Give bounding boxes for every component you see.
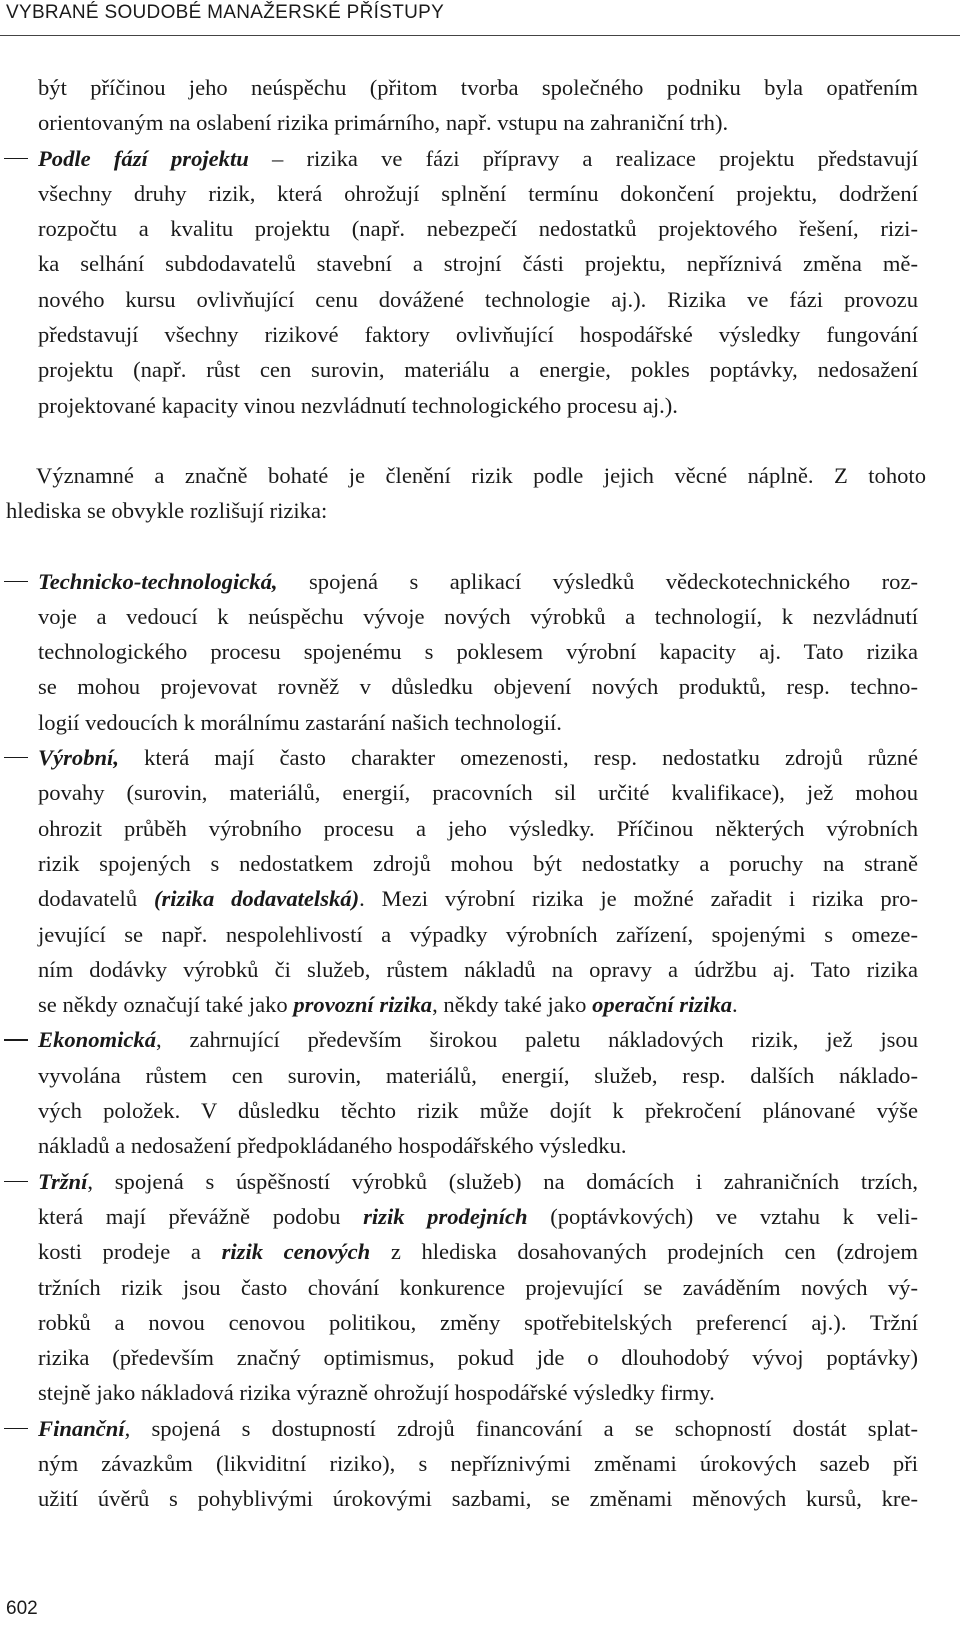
- text-line: ohrozit průběh výrobního procesu a jeho výsledky. Příčinou některých výrobních: [38, 815, 918, 841]
- supplier-risk-term: (rizika dodavatelská): [153, 886, 360, 912]
- price-risk-term: rizik cenových: [221, 1239, 371, 1265]
- text-line: jevující se např. nespolehlivostí a výpadky výrobních zařízení, spojenými s omeze-: [38, 921, 918, 947]
- text-line: logií vedoucích k morálnímu zastarání našich technologií.: [38, 709, 562, 735]
- text-line: Tržní, spojená s úspěšností výrobků (služeb) na domácích i zahraničních trzích,: [38, 1168, 918, 1194]
- text-line: představují všechny rizikové faktory ovlivňující hospodářské výsledky fungování: [38, 322, 918, 348]
- text-line: nákladů a nedosažení předpokládaného hospodářského výsledku.: [38, 1133, 627, 1159]
- body-text: [0, 70, 960, 1517]
- text-line: se mohou projevovat rovněž v důsledku objevení nových produktů, resp. techno-: [38, 674, 918, 700]
- text-line: Finanční, spojená s dostupností zdrojů financování a se schopností dostát splat-: [38, 1415, 918, 1441]
- text-line: nového kursu ovlivňující cenu dovážené technologie aj.). Rizika ve fázi provozu: [38, 286, 918, 312]
- list-item-technological: [0, 564, 918, 740]
- list-dash: [4, 564, 28, 599]
- text-line: rizika (především značný optimismus, pokud jde o dlouhodobý vývoj poptávky): [38, 1345, 918, 1371]
- text-line: vých položek. V důsledku těchto rizik může dojít k překročení plánované výše: [38, 1098, 918, 1124]
- item-term: Tržní: [38, 1168, 88, 1194]
- header-rule: [0, 35, 960, 36]
- list-item-production: [0, 740, 918, 1022]
- text-line: Významné a značně bohaté je členění rizik podle jejich věcné náplně. Z tohoto: [36, 462, 926, 488]
- text-line: rizik spojených s nedostatkem zdrojů mohou být nedostatky a poruchy na straně: [38, 850, 918, 876]
- intro-continuation: [0, 70, 918, 141]
- text-line: projektu (např. růst cen surovin, materiálu a energie, pokles poptávky, nedosažení: [38, 357, 918, 383]
- text-line: kosti prodeje a rizik cenových z hlediska dosahovaných prodejních cen (zdrojem: [38, 1239, 918, 1265]
- text-line: voje a vedoucí k neúspěchu vývoje nových výrobků a technologií, k nezvládnutí: [38, 603, 918, 629]
- text-line: Podle fází projektu – rizika ve fázi přípravy a realizace projektu představují: [38, 145, 918, 171]
- running-header: VYBRANÉ SOUDOBÉ MANAŽERSKÉ PŘÍSTUPY: [6, 2, 445, 23]
- text-line: stejně jako nákladová rizika výrazně ohrožují hospodářské výsledky firmy.: [38, 1380, 715, 1406]
- text-line: projektované kapacity vinou nezvládnutí technologického procesu aj.).: [38, 392, 678, 418]
- text-line: hlediska se obvykle rozlišují rizika:: [6, 498, 328, 524]
- item-term: Výrobní,: [38, 745, 119, 771]
- list-item-market: [0, 1164, 918, 1411]
- paragraph: [0, 458, 926, 529]
- text-line: se někdy označují také jako provozní rizika, někdy také jako operační rizika.: [38, 992, 738, 1018]
- list-item-financial: [0, 1411, 918, 1517]
- text-line: tržních rizik jsou často chování konkurence projevující se zaváděním nových vý-: [38, 1274, 918, 1300]
- item-term: Podle fází projektu: [38, 145, 249, 171]
- item-term: Technicko-technologická,: [38, 568, 278, 594]
- text-line: která mají převážně podobu rizik prodejních (poptávkových) ve vztahu k veli-: [38, 1203, 918, 1229]
- list-item-economic: [0, 1022, 918, 1163]
- text-line: vyvolána růstem cen surovin, materiálů, energií, služeb, resp. dalších náklado-: [38, 1062, 918, 1088]
- list-dash: [4, 740, 28, 775]
- list-dash: [4, 1164, 28, 1199]
- item-term: Ekonomická: [38, 1027, 156, 1053]
- text-line: Výrobní, která mají často charakter omezenosti, resp. nedostatku zdrojů různé: [38, 745, 918, 771]
- list-dash: [4, 1022, 28, 1057]
- text-line: být příčinou jeho neúspěchu (přitom tvorba společného podniku byla opatřením: [38, 75, 918, 100]
- operating-risk-term: provozní rizika: [293, 992, 433, 1018]
- text-line: ným závazkům (likviditní riziko), s nepříznivými změnami úrokových sazeb při: [38, 1450, 918, 1476]
- text-line: všechny druhy rizik, která ohrožují splnění termínu dokončení projektu, dodržení: [38, 180, 918, 206]
- text-line: povahy (surovin, materiálů, energií, pracovních sil určité kvalifikace), jež mohou: [38, 780, 918, 806]
- list-dash: [4, 141, 28, 176]
- sales-risk-term: rizik prodejních: [363, 1203, 528, 1229]
- text-line: Technicko-technologická, spojená s aplikací výsledků vědeckotechnického roz-: [38, 568, 918, 594]
- text-line: užití úvěrů s pohyblivými úrokovými sazbami, se změnami měnových kursů, kre-: [38, 1486, 918, 1512]
- page-number: 602: [6, 1598, 38, 1619]
- text-line: ním dodávky výrobků či služeb, růstem nákladů na opravy a údržbu aj. Tato rizika: [38, 956, 918, 982]
- text-line: technologického procesu spojenému s poklesem výrobní kapacity aj. Tato rizika: [38, 639, 918, 665]
- text-line: robků a novou cenovou politikou, změny spotřebitelských preferencí aj.). Tržní: [38, 1309, 918, 1335]
- text-line: ka selhání subdodavatelů stavební a strojní části projektu, nepříznivá změna mě-: [38, 251, 918, 277]
- list-dash: [4, 1411, 28, 1446]
- list-item-phase: [0, 141, 918, 423]
- operational-risk-term: operační rizika: [592, 992, 733, 1018]
- text-line: dodavatelů (rizika dodavatelská). Mezi výrobní rizika je možné zařadit i rizika pro-: [38, 886, 918, 912]
- text-line: orientovaným na oslabení rizika primárního, např. vstupu na zahraniční trh).: [38, 110, 729, 136]
- text-line: rozpočtu a kvalitu projektu (např. nebezpečí nedostatků projektového řešení, rizi-: [38, 216, 918, 242]
- text-line: Ekonomická, zahrnující především širokou paletu nákladových rizik, jež jsou: [38, 1027, 918, 1053]
- item-term: Finanční: [38, 1415, 125, 1441]
